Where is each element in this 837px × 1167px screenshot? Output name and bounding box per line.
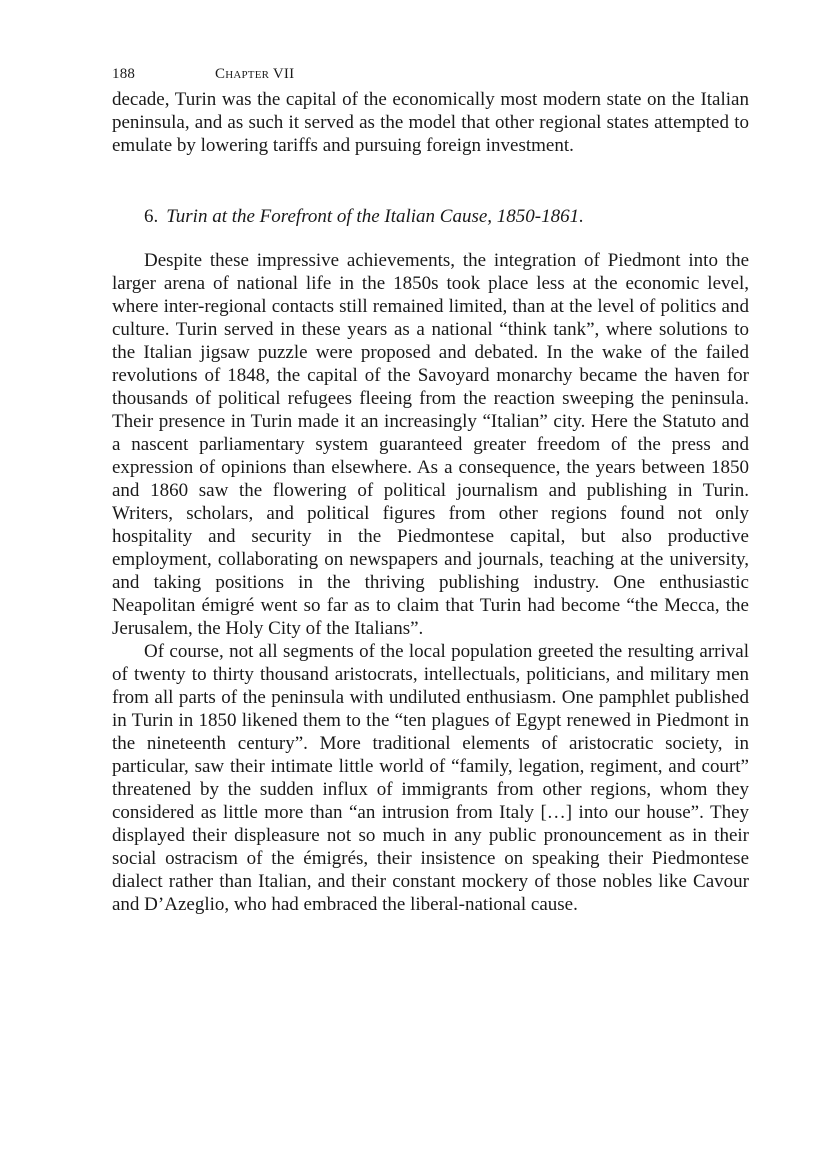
page-number: 188 [112, 66, 136, 82]
section-number: 6. [144, 206, 159, 227]
body-paragraph-1: Despite these impressive achievements, the integration of Piedmont into the larger arena of national life in the 1850s took place less at the economic level, where inter-regional contacts still remained limited, than at the level of politics and culture. Turin served in these years as a national “think tank”, where solutions to the Italian jigsaw puzzle were proposed and debated. In the wake of the failed revolutions of 1848, the capital of the Savoyard monarchy became the haven for thousands of political refugees fleeing from the reaction sweeping the peninsula. Their presence in Turin made it an increasingly “Italian” city. Here the Statuto and a nascent parliamentary system guaranteed greater freedom of the press and expression of opinions than elsewhere. As a consequence, the years between 1850 and 1860 saw the flowering of political journalism and publishing in Turin. Writers, scholars, and political figures from other regions found not only hospitality and security in the Piedmontese capital, but also productive employment, collaborating on newspapers and journals, teaching at the university, and taking positions in the thriving publishing industry. One enthusiastic Neapolitan émigré went so far as to claim that Turin had become “the Mecca, the Jerusalem, the Holy City of the Italians”. [112, 250, 749, 639]
chapter-label: Chapter VII [215, 66, 295, 82]
section-title: Turin at the Forefront of the Italian Cause, 1850-1861. [166, 206, 584, 227]
section-heading [112, 202, 749, 232]
continuation-paragraph: decade, Turin was the capital of the economically most modern state on the Italian peninsula, and as such it served as the model that other regional states attempted to emulate by lowering tariffs and pursuing foreign investment. [112, 89, 749, 156]
running-head [112, 60, 749, 88]
book-page [112, 60, 749, 916]
body-paragraph-2: Of course, not all segments of the local population greeted the resulting arrival of twenty to thirty thousand aristocrats, intellectuals, politicians, and military men from all parts of the peninsula with undiluted enthusiasm. One pamphlet published in Turin in 1850 likened them to the “ten plagues of Egypt renewed in Piedmont in the nineteenth century”. More traditional elements of aristocratic society, in particular, saw their intimate little world of “family, legation, regiment, and court” threatened by the sudden influx of immigrants from other regions, whom they considered as little more than “an intrusion from Italy […] into our house”. They displayed their displeasure not so much in any public pronouncement as in their social ostracism of the émigrés, their insistence on speaking their Piedmontese dialect rather than Italian, and their constant mockery of those nobles like Cavour and D’Azeglio, who had embraced the liberal-national cause. [112, 641, 749, 915]
